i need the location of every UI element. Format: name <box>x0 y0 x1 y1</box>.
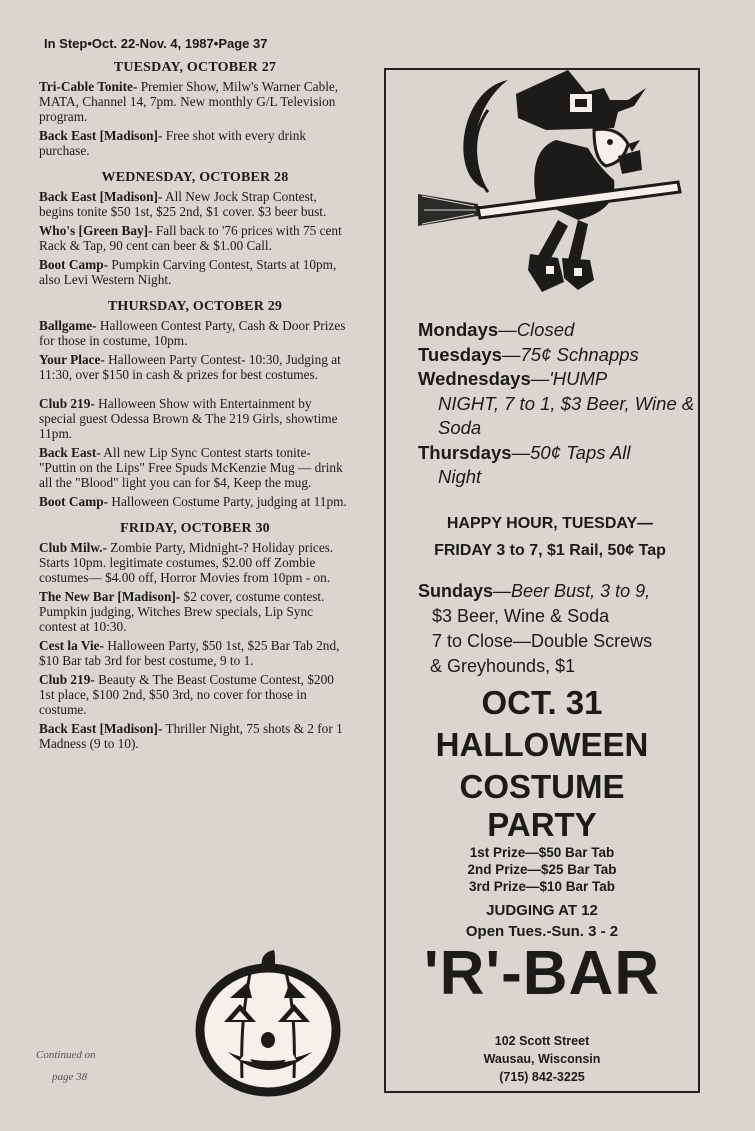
party-title: PARTY <box>487 806 597 843</box>
event-text: Halloween Costume Party, judging at 11pm. <box>108 494 347 509</box>
day-label: Thursdays <box>418 441 512 463</box>
prize-item: 2nd Prize—$25 Bar Tab <box>467 862 617 877</box>
event-text: $2 cover, costume contest. Pumpkin judging, Witches Brew specials, Lip Sync contest at 10:30. <box>39 589 325 634</box>
event-item <box>39 638 351 668</box>
special-tuesday <box>418 343 698 368</box>
day-wednesday <box>39 170 351 287</box>
special-text: NIGHT, 7 to 1, $3 Beer, Wine & Soda <box>438 392 695 438</box>
party-title: COSTUME <box>459 768 625 805</box>
party-date: OCT. 31 <box>481 684 603 721</box>
special-wednesday-cont <box>418 392 698 441</box>
continued-note <box>36 1044 96 1088</box>
special-text: —50¢ Taps All <box>511 441 631 463</box>
events-column <box>39 60 351 763</box>
event-venue: Who's [Green Bay]- <box>39 223 153 238</box>
event-text: All new Lip Sync Contest starts tonite- "Puttin on the Lips" Free Spuds McKenzie Mug — drink all the "Blood" light you can for $4, Keep the mug. <box>39 445 343 490</box>
event-venue: Boot Camp- <box>39 494 109 509</box>
event-text: Thriller Night, 75 shots & 2 for 1 Madness (9 to 10). <box>39 721 343 751</box>
event-item <box>39 128 351 158</box>
jack-o-lantern-icon <box>190 948 350 1103</box>
happy-hour-line: FRIDAY 3 to 7, $1 Rail, 50¢ Tap <box>434 542 666 559</box>
prize-item: 3rd Prize—$10 Bar Tab <box>468 879 616 894</box>
event-venue: The New Bar [Madison]- <box>39 589 181 604</box>
address-line: 102 Scott Street <box>494 1034 590 1048</box>
continued-line: page 38 <box>52 1071 88 1083</box>
event-text: Halloween Contest Party, Cash & Door Prizes for those in costume, 10pm. <box>39 318 346 348</box>
event-item <box>39 257 351 287</box>
event-venue: Back East [Madison]- <box>39 128 163 143</box>
event-venue: Club Milw.- <box>39 540 107 555</box>
page-header: In Step•Oct. 22-Nov. 4, 1987•Page 37 <box>44 36 268 51</box>
special-text: —'HUMP <box>530 368 608 389</box>
r-bar-advertisement <box>384 68 700 1093</box>
day-heading: THURSDAY, OCTOBER 29 <box>107 299 283 314</box>
weekly-specials <box>418 318 698 490</box>
event-item <box>39 494 351 509</box>
special-monday <box>418 318 698 343</box>
event-text: Halloween Show with Entertainment by special guest Odessa Brown & The 219 Girls, showtime 11pm. <box>39 396 338 441</box>
special-text: —Beer Bust, 3 to 9, <box>493 581 651 601</box>
event-text: Premier Show, Milw's Warner Cable, MATA, Channel 14, 7pm. New monthly G/L Television program. <box>39 79 339 124</box>
day-heading: TUESDAY, OCTOBER 27 <box>113 60 277 75</box>
phone-number: (715) 842-3225 <box>499 1070 585 1084</box>
event-item <box>39 672 351 717</box>
event-venue: Your Place- <box>39 352 105 367</box>
day-thursday <box>39 299 351 509</box>
event-venue: Back East- <box>39 445 101 460</box>
day-tuesday <box>39 60 351 158</box>
judging-time: JUDGING AT 12 <box>486 902 598 919</box>
day-label: Sundays <box>418 581 494 601</box>
event-item <box>39 396 351 441</box>
sunday-line <box>418 579 698 604</box>
event-text: Zombie Party, Midnight-? Holiday prices. Starts 10pm. legitimate costumes, $2.00 off Zombie costumes— $4.00 off, Horror Movies from 10pm - on. <box>39 540 334 585</box>
special-thursday-cont <box>418 465 698 490</box>
sunday-line: $3 Beer, Wine & Soda <box>432 606 610 626</box>
prize-item: 1st Prize—$50 Bar Tab <box>469 845 615 860</box>
event-item <box>39 721 351 751</box>
open-hours: Open Tues.-Sun. 3 - 2 <box>465 923 619 940</box>
special-text: Night <box>438 466 482 487</box>
day-friday <box>39 521 351 751</box>
event-text: Fall back to '76 prices with 75 cent Rack & Tap, 90 cent can beer & $1.00 Call. <box>39 223 342 253</box>
bar-name: 'R'-BAR <box>423 939 661 1008</box>
day-heading: FRIDAY, OCTOBER 30 <box>120 521 270 536</box>
sunday-line: & Greyhounds, $1 <box>430 656 576 676</box>
bar-address <box>386 1032 698 1086</box>
day-label: Wednesdays <box>418 368 531 389</box>
event-venue: Cest la Vie- <box>39 638 104 653</box>
continued-line: Continued on <box>36 1049 96 1061</box>
event-item <box>39 445 351 490</box>
judging-info <box>386 900 698 942</box>
event-text: Halloween Party Contest- 10:30, Judging at 11:30, over $150 in cash & prizes for best costumes. <box>39 352 341 382</box>
event-text: Beauty & The Beast Costume Contest, $200 1st place, $100 2nd, $50 3rd, no cover for those in costume. <box>39 672 334 717</box>
event-item <box>39 79 351 124</box>
event-item <box>39 318 351 348</box>
prize-list <box>386 844 698 895</box>
special-text: —Closed <box>498 319 575 340</box>
special-wednesday <box>418 367 698 392</box>
event-text: All New Jock Strap Contest, begins tonite $50 1st, $25 2nd, $1 cover. $3 beer bust. <box>39 189 327 219</box>
event-text: Pumpkin Carving Contest, Starts at 10pm, also Levi Western Night. <box>39 257 337 287</box>
day-heading: WEDNESDAY, OCTOBER 28 <box>101 170 289 185</box>
event-venue: Club 219- <box>39 396 95 411</box>
event-venue: Ballgame- <box>39 318 97 333</box>
event-venue: Back East [Madison]- <box>39 189 163 204</box>
day-label: Mondays <box>418 319 499 340</box>
happy-hour <box>416 510 684 564</box>
happy-hour-line: HAPPY HOUR, TUESDAY— <box>446 515 654 532</box>
party-title: HALLOWEEN <box>435 726 649 763</box>
event-venue: Back East [Madison]- <box>39 721 163 736</box>
special-text: —75¢ Schnapps <box>501 343 639 365</box>
address-line: Wausau, Wisconsin <box>483 1052 601 1066</box>
event-item <box>39 189 351 219</box>
event-item <box>39 352 351 382</box>
event-venue: Tri-Cable Tonite- <box>39 79 138 94</box>
day-label: Tuesdays <box>418 343 502 365</box>
event-venue: Boot Camp- <box>39 257 109 272</box>
sunday-special <box>418 579 698 679</box>
special-thursday <box>418 441 698 466</box>
event-text: Halloween Party, $50 1st, $25 Bar Tab 2nd, $10 Bar tab 3rd for best costume, 9 to 1. <box>39 638 340 668</box>
event-item <box>39 589 351 634</box>
event-venue: Club 219- <box>39 672 95 687</box>
sunday-line: 7 to Close—Double Screws <box>432 631 653 651</box>
event-text: Free shot with every drink purchase. <box>39 128 307 158</box>
event-item <box>39 223 351 253</box>
witch-on-broom-icon <box>418 70 688 315</box>
event-item <box>39 540 351 585</box>
